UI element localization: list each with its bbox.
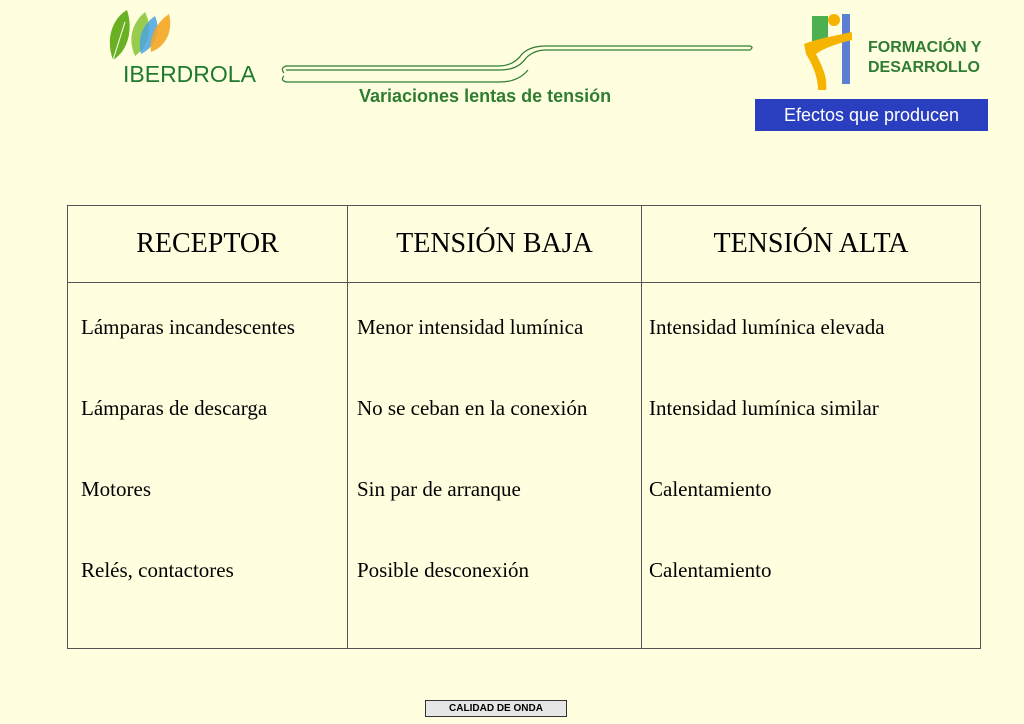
table-cell: Lámparas de descarga [81, 396, 268, 420]
table-body-row [68, 283, 981, 649]
header-tension-alta: TENSIÓN ALTA [642, 206, 981, 283]
figure-icon [800, 10, 862, 92]
calidad-de-onda-button[interactable]: CALIDAD DE ONDA [425, 700, 567, 717]
table-cell: Sin par de arranque [357, 477, 521, 501]
table-header-row [68, 206, 981, 283]
table-cell: Calentamiento [649, 558, 772, 582]
header-receptor: RECEPTOR [68, 206, 348, 283]
table-cell: Calentamiento [649, 477, 772, 501]
partner-name: FORMACIÓN Y DESARROLLO [868, 39, 982, 76]
table-cell: Lámparas incandescentes [81, 315, 295, 339]
table-cell: Menor intensidad lumínica [357, 315, 584, 339]
slide-subtitle: Variaciones lentas de tensión [359, 86, 612, 106]
iberdrola-logo [105, 8, 275, 88]
table-cell: No se ceban en la conexión [357, 396, 588, 420]
effects-table [67, 205, 981, 649]
column-receptor [68, 283, 348, 649]
table-cell: Intensidad lumínica similar [649, 396, 879, 420]
table-cell: Intensidad lumínica elevada [649, 315, 885, 339]
formacion-desarrollo-logo [800, 10, 1000, 95]
table-cell: Motores [81, 477, 151, 501]
column-tension-alta [642, 283, 981, 649]
brand-name: IBERDROLA [123, 61, 256, 87]
table-cell: Relés, contactores [81, 558, 234, 582]
table-cell: Posible desconexión [357, 558, 530, 582]
header-tension-baja: TENSIÓN BAJA [348, 206, 642, 283]
column-tension-baja [348, 283, 642, 649]
section-badge: Efectos que producen [755, 99, 988, 131]
leaves-icon [105, 8, 175, 64]
decorative-swoosh [278, 40, 758, 85]
